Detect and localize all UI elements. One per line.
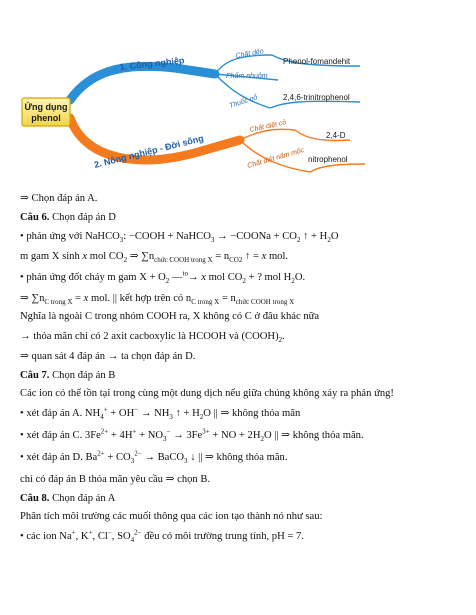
- branch-industry-line: [70, 66, 215, 100]
- q6-reaction-nahco3: • phản ứng với NaHCO$_3$: −COOH + NaHCO$_3$ → −COONa + $CO_2$ ↑ + $H_2O$: [20, 231, 339, 245]
- q7-conclusion: chỉ có đáp án B thỏa mãn yêu cầu ⇒ chọn B.: [20, 474, 211, 485]
- answer-a-line: ⇒ Chọn đáp án A.: [20, 193, 98, 204]
- center-label-line2: phenol: [31, 113, 61, 123]
- question-8-heading: Câu 8. Chọn đáp án A: [20, 493, 116, 504]
- q8-neutral-ions: • các ion Na+, K+, Cl−, $SO_4^{2-}$ đều có môi trường trung tính, pH = 7.: [20, 528, 304, 545]
- q7-option-d: • xét đáp án D. $Ba^{2+} + CO_3^{2-}$ → BaCO$_3$ ↓ || ⇒ không thỏa mãn.: [20, 449, 288, 466]
- q6-final: ⇒ quan sát 4 đáp án → ta chọn đáp án D.: [20, 351, 196, 362]
- q6-conclusion-acids: → thỏa mãn chỉ có 2 axit cacboxylic là HCOOH và $(COOH)_2$.: [20, 331, 285, 345]
- branch-industry-label: 1. Công nghiệp: [119, 55, 185, 72]
- branch-agriculture-label: 2. Nông nghiệp - Đời sống: [93, 133, 205, 170]
- label-nitrophenol: nitrophenol: [308, 155, 348, 164]
- mindmap-diagram: [0, 0, 476, 192]
- q6-combustion: • phản ứng đốt cháy m gam $X + O_2$ —$^{to}$→ x mol $CO_2$ + ? mol $H_2O$.: [20, 269, 306, 286]
- line-trinitrophenol: [270, 101, 360, 108]
- q6-carbon-sum: ⇒ $\sum n_{C trong X} = x$ mol. || kết hợp trên có $n_{C trong X} = n_{chức COOH trong X}$: [20, 293, 295, 307]
- question-7-heading: Câu 7. Chọn đáp án B: [20, 370, 116, 381]
- q7-intro: Các ion có thể tồn tại trong cùng một dung dịch nếu giữa chúng không xảy ra phản ứng!: [20, 388, 394, 399]
- center-label-line1: Ứng dụng: [24, 102, 68, 112]
- q6-explanation: Nghĩa là ngoài C trong nhóm COOH ra, X không có C ở đâu khác nữa: [20, 311, 320, 322]
- label-24d: 2,4-D: [326, 131, 346, 140]
- label-thuoc-no: Thuốc nổ: [228, 94, 259, 110]
- label-chat-diet-co: Chất diệt cỏ: [248, 119, 287, 134]
- label-pham-nhuom: Phẩm nhuộm: [226, 73, 268, 80]
- q6-co2-sum: m gam X sinh x mol $CO_2$ ⇒ $\sum n_{chức COOH trong X} = n_{CO2}$ ↑ = x mol.: [20, 251, 289, 265]
- question-6-heading: Câu 6. Chọn đáp án D: [20, 212, 116, 223]
- label-phenol-formandehit: Phenol-fomandehit: [283, 57, 351, 66]
- line-nitrophenol: [310, 164, 365, 172]
- q8-intro: Phân tích môi trường các muối thông qua các ion tạo thành nó như sau:: [20, 511, 323, 522]
- line-chat-diet-co: [240, 129, 295, 140]
- label-chat-deo: Chất dẻo: [235, 48, 265, 60]
- q7-option-a: • xét đáp án A. $NH_4^+ + OH^- \to NH_3$ ↑ + $H_2O$ || ⇒ không thỏa mãn: [20, 405, 301, 422]
- q7-option-c: • xét đáp án C. $3Fe^{2+} + 4H^+ + NO_3^- \to 3Fe^{3+}$ + NO + $2H_2O$ || ⇒ không thỏa mãn.: [20, 427, 364, 444]
- label-chat-diet-nam-moc: Chất diệt nấm mốc: [246, 147, 306, 170]
- label-trinitrophenol: 2,4,6-trinitrophenol: [283, 93, 350, 102]
